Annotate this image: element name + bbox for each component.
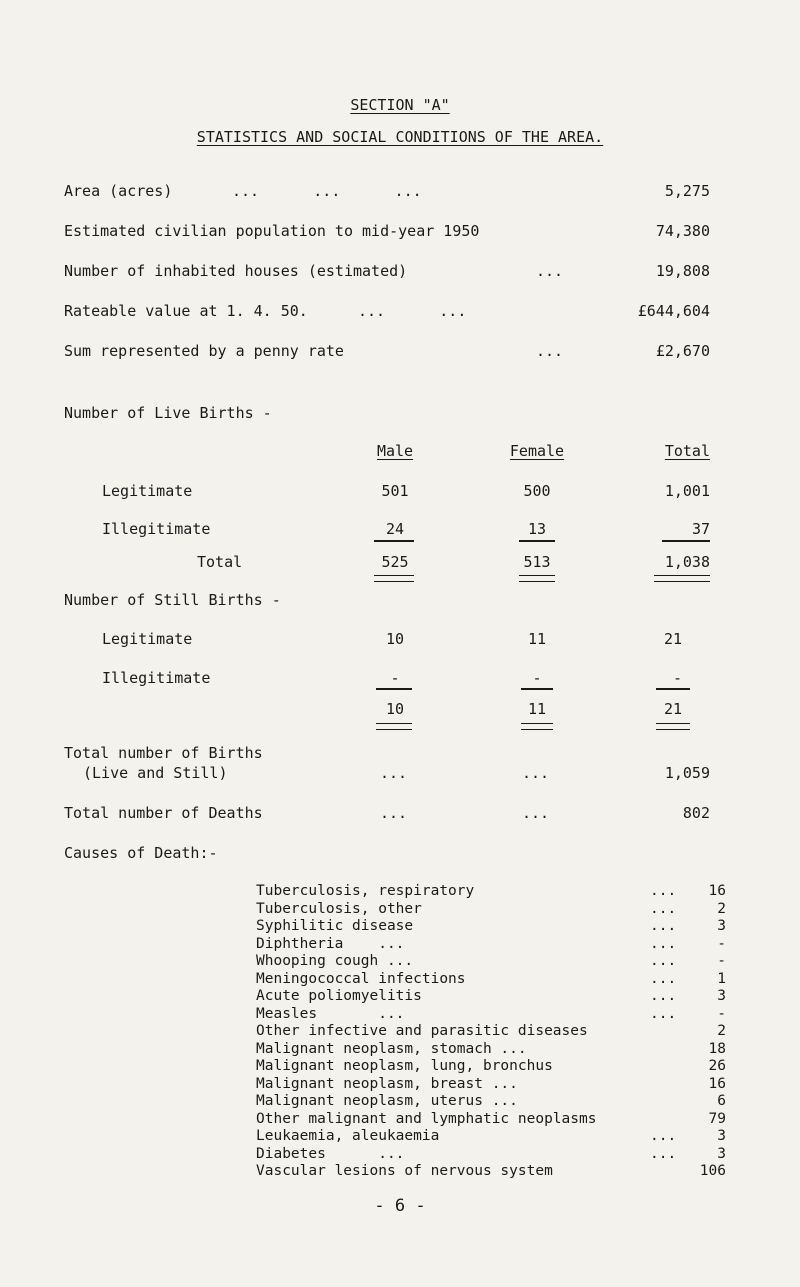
cause-dots: ...	[650, 918, 677, 934]
summary-value: £644,604	[637, 302, 710, 320]
summary-value: 74,380	[655, 222, 710, 240]
list-item	[256, 1041, 726, 1058]
cause-label: Diphtheria ...	[256, 935, 405, 952]
cause-label: Other malignant and lymphatic neoplasms	[256, 1110, 597, 1127]
still-births-heading: Number of Still Births -	[64, 591, 281, 609]
cause-dots: ...	[650, 988, 677, 1004]
cell-male: 24	[385, 520, 405, 538]
cause-value: 79	[708, 1110, 726, 1127]
cause-value: -	[717, 935, 726, 952]
cause-label: Syphilitic disease	[256, 918, 414, 934]
column-header-female: Female	[509, 442, 565, 460]
list-item	[256, 953, 726, 970]
summary-dots: ... ... ...	[232, 182, 422, 200]
summary-value: £2,670	[655, 342, 710, 360]
causes-heading: Causes of Death:-	[64, 844, 218, 862]
row-label: Legitimate	[102, 482, 193, 500]
list-item	[256, 1128, 726, 1145]
cause-dots: ...	[650, 1128, 677, 1144]
cause-label: Tuberculosis, respiratory	[256, 883, 475, 899]
row-label: Legitimate	[102, 630, 193, 648]
divider	[519, 540, 555, 542]
double-divider	[656, 723, 690, 730]
list-item	[256, 901, 726, 918]
list-item	[256, 1146, 726, 1163]
summary-label: Rateable value at 1. 4. 50.	[64, 302, 308, 320]
cause-label: Tuberculosis, other	[256, 900, 422, 917]
live-births-heading: Number of Live Births -	[64, 404, 272, 422]
cause-dots: ...	[650, 883, 677, 899]
cause-label: Leukaemia, aleukaemia	[256, 1128, 440, 1144]
total-births-dots: ...	[380, 764, 408, 782]
cell-total: 37	[691, 520, 710, 538]
row-label: Total	[197, 553, 243, 571]
cause-label: Vascular lesions of nervous system	[256, 1163, 553, 1179]
list-item	[256, 883, 726, 900]
cell-male: 525	[381, 553, 409, 571]
cause-value: 2	[717, 1023, 726, 1039]
total-births-label-line1: Total number of Births	[64, 744, 263, 762]
cell-female: -	[532, 669, 542, 687]
cause-label: Whooping cough ...	[256, 953, 414, 969]
cause-value: 1	[717, 970, 726, 987]
cause-value: 2	[717, 900, 726, 917]
cause-value: 26	[708, 1058, 726, 1074]
double-divider	[376, 723, 412, 730]
cause-value: 3	[717, 1128, 726, 1144]
cause-label: Malignant neoplasm, lung, bronchus	[256, 1058, 553, 1074]
cause-label: Acute poliomyelitis	[256, 988, 422, 1004]
cause-value: -	[717, 953, 726, 969]
cause-dots: ...	[650, 935, 677, 952]
cause-dots: ...	[650, 1145, 677, 1162]
cause-label: Measles ...	[256, 1005, 405, 1022]
cause-value: 3	[717, 988, 726, 1004]
double-divider	[374, 575, 414, 582]
total-deaths-value: 802	[682, 804, 710, 822]
cell-female: 11	[527, 630, 547, 648]
total-deaths-dots: ...	[522, 804, 550, 822]
row-label: Illegitimate	[102, 669, 211, 687]
page-number: - 6 -	[374, 1196, 426, 1216]
total-deaths-label: Total number of Deaths	[64, 804, 263, 822]
cause-value: 16	[708, 1075, 726, 1092]
cell-male: 501	[381, 482, 409, 500]
list-item	[256, 936, 726, 953]
summary-label: Estimated civilian population to mid-year 1950	[64, 222, 480, 240]
list-item	[256, 1093, 726, 1110]
cause-label: Malignant neoplasm, uterus ...	[256, 1093, 518, 1109]
cell-female: 11	[527, 700, 547, 718]
cause-label: Other infective and parasitic diseases	[256, 1023, 588, 1039]
cause-value: 3	[717, 1145, 726, 1162]
cell-total: 1,001	[664, 482, 710, 500]
cause-label: Meningococcal infections	[256, 970, 466, 987]
list-item	[256, 1006, 726, 1023]
column-header-male: Male	[376, 442, 414, 460]
cell-total: 1,038	[664, 553, 710, 571]
cause-dots: ...	[650, 970, 677, 987]
list-item	[256, 971, 726, 988]
divider	[656, 688, 690, 690]
list-item	[256, 1076, 726, 1093]
summary-value: 5,275	[664, 182, 710, 200]
cause-value: 106	[699, 1163, 726, 1179]
total-births-value: 1,059	[664, 764, 710, 782]
list-item	[256, 1111, 726, 1128]
cell-female: 513	[523, 553, 551, 571]
cell-male: 10	[385, 630, 405, 648]
total-deaths-dots: ...	[380, 804, 408, 822]
cell-total: 21	[663, 700, 682, 718]
summary-dots: ...	[536, 342, 564, 360]
cause-value: 18	[708, 1040, 726, 1057]
divider	[376, 688, 412, 690]
summary-label: Number of inhabited houses (estimated)	[64, 262, 408, 280]
cell-total: 21	[663, 630, 682, 648]
double-divider	[521, 723, 553, 730]
list-item	[256, 1163, 726, 1180]
cause-label: Malignant neoplasm, stomach ...	[256, 1040, 527, 1057]
summary-label: Area (acres)	[64, 182, 173, 200]
divider	[374, 540, 414, 542]
cause-value: 16	[708, 883, 726, 899]
cause-value: 6	[717, 1093, 726, 1109]
total-births-label-line2: (Live and Still)	[83, 764, 228, 782]
double-divider	[519, 575, 555, 582]
summary-value: 19,808	[655, 262, 710, 280]
column-header-total: Total	[664, 442, 710, 460]
section-title: SECTION "A"	[350, 96, 450, 114]
cell-male: 10	[385, 700, 405, 718]
cause-value: -	[717, 1005, 726, 1022]
list-item	[256, 1023, 726, 1040]
summary-dots: ...	[536, 262, 564, 280]
total-births-dots: ...	[522, 764, 550, 782]
cell-male: -	[390, 669, 400, 687]
page-subtitle: STATISTICS AND SOCIAL CONDITIONS OF THE AREA.	[196, 128, 604, 146]
cause-value: 3	[717, 918, 726, 934]
cause-dots: ...	[650, 953, 677, 969]
summary-dots: ... ...	[358, 302, 467, 320]
list-item	[256, 988, 726, 1005]
cause-label: Malignant neoplasm, breast ...	[256, 1075, 518, 1092]
cause-dots: ...	[650, 1005, 677, 1022]
cell-total: -	[672, 669, 682, 687]
double-divider	[654, 575, 710, 582]
list-item	[256, 918, 726, 935]
cause-dots: ...	[650, 900, 677, 917]
list-item	[256, 1058, 726, 1075]
cell-female: 500	[523, 482, 551, 500]
divider	[662, 540, 710, 542]
summary-label: Sum represented by a penny rate	[64, 342, 344, 360]
cell-female: 13	[527, 520, 547, 538]
row-label: Illegitimate	[102, 520, 211, 538]
cause-label: Diabetes ...	[256, 1145, 405, 1162]
divider	[521, 688, 553, 690]
